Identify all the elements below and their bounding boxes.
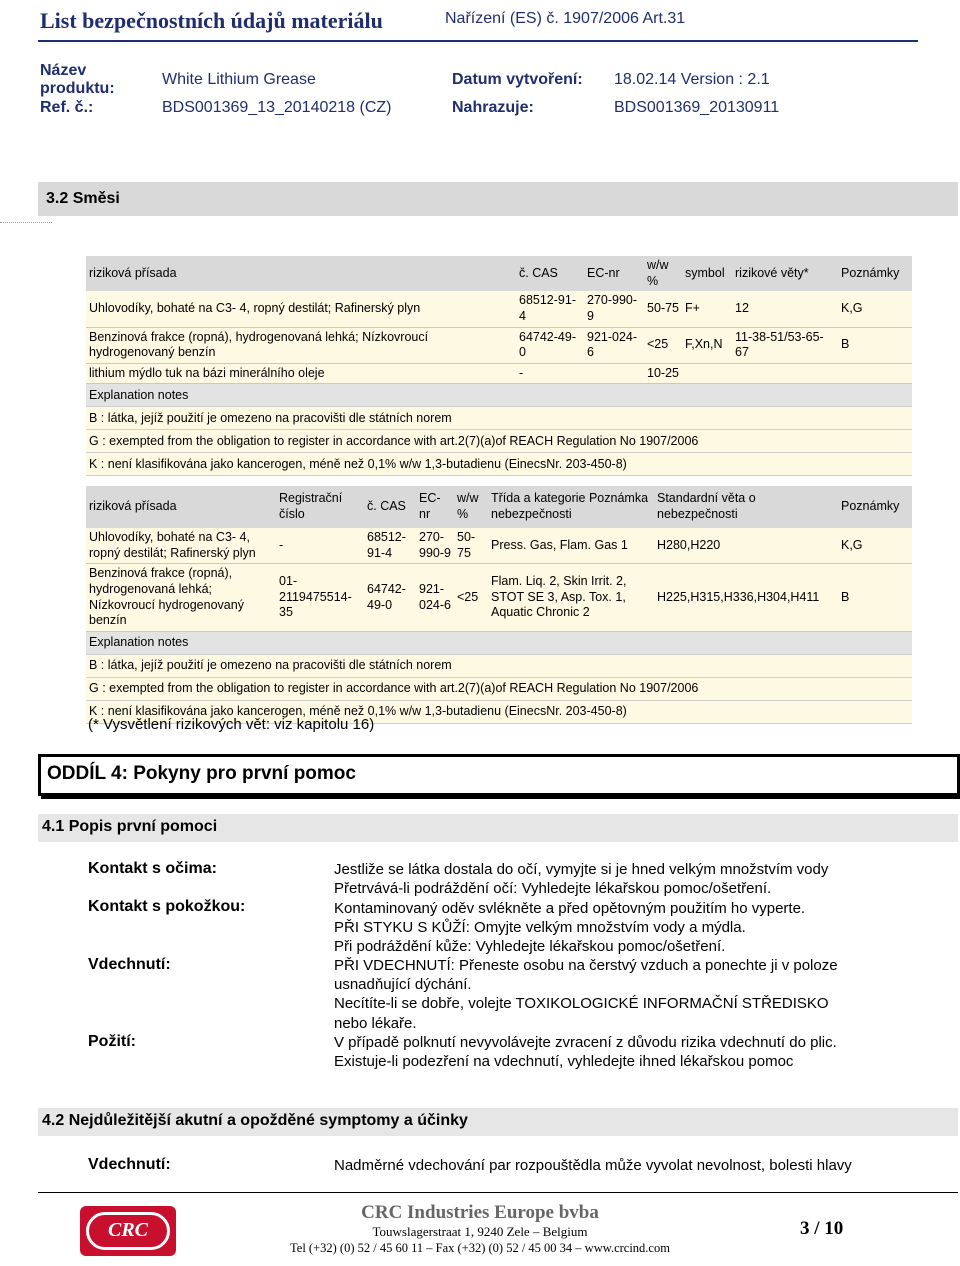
col-header-cas: č. CAS xyxy=(367,499,406,514)
ec-number: 921-024-6 xyxy=(416,564,454,632)
first-aid-line: V případě polknutí nevyvolávejte zvracení z důvodu rizika vdechnutí do plic. xyxy=(334,1034,837,1051)
eye-contact-label: Kontakt s očima: xyxy=(88,860,217,877)
header-divider xyxy=(38,40,918,42)
ingestion-label: Požití: xyxy=(88,1033,136,1050)
product-name-label-2: produktu: xyxy=(40,80,115,97)
ingredient-name: Benzinová frakce (ropná), hydrogenovaná lehká; Nízkovroucí hydrogenovaný benzín xyxy=(86,327,516,363)
explanation-notes-label: Explanation notes xyxy=(86,631,912,654)
col-header-notes: Poznámky xyxy=(841,265,900,280)
ingredient-name: lithium mýdlo tuk na bázi minerálního oleje xyxy=(86,363,516,384)
ec-number: 270-990-9 xyxy=(584,291,644,327)
first-aid-line: Existuje-li podezření na vdechnutí, vyhledejte ihned lékařskou pomoc xyxy=(334,1053,794,1070)
cas-number: 64742-49-0 xyxy=(516,327,584,363)
col-header-ec: EC-nr xyxy=(587,265,620,280)
first-aid-line: Jestliže se látka dostala do očí, vymyjte si je hned velkým množstvím vody xyxy=(334,861,829,878)
ww-percent: 10-25 xyxy=(644,363,682,384)
ww-percent: 50-75 xyxy=(644,291,682,327)
product-name-label-1: Název xyxy=(40,62,87,79)
table-header-row xyxy=(86,486,912,528)
explanation-row xyxy=(86,631,912,654)
risk-phrases xyxy=(732,363,838,384)
col-header-class: Třída a kategorie Poznámka nebezpečnosti xyxy=(491,491,649,521)
table-row xyxy=(86,363,912,384)
registration-number: 01-2119475514-35 xyxy=(276,564,364,632)
replaces-value: BDS001369_20130911 xyxy=(614,99,780,116)
ww-percent: <25 xyxy=(454,564,488,632)
first-aid-line: Při podráždění kůže: Vyhledejte lékařskou pomoc/ošetření. xyxy=(334,938,726,955)
table-row xyxy=(86,528,912,564)
ingredient-name: Uhlovodíky, bohaté na C3- 4, ropný destilát; Rafinerský plyn xyxy=(86,528,276,564)
created-date-value: 18.02.14 Version : 2.1 xyxy=(614,71,770,88)
first-aid-line: PŘI VDECHNUTÍ: Přeneste osobu na čerstvý vzduch a ponechte ji v poloze xyxy=(334,957,838,974)
note-row xyxy=(86,407,912,430)
ec-number xyxy=(584,363,644,384)
reference-value: BDS001369_13_20140218 (CZ) xyxy=(162,99,392,116)
note-row xyxy=(86,430,912,453)
col-header-ww: w/w % xyxy=(457,491,479,521)
cas-number: 68512-91-4 xyxy=(364,528,416,564)
hazard-symbol: F+ xyxy=(682,291,732,327)
ingredient-name: Benzinová frakce (ropná), hydrogenovaná lehká; Nízkovroucí hydrogenovaný benzín xyxy=(86,564,276,632)
note-k: K : není klasifikována jako kancerogen, méně než 0,1% w/w 1,3-butadienu (EinecsNr. 203-450-8) xyxy=(86,700,912,723)
document-title: List bezpečnostních údajů materiálu xyxy=(40,8,383,33)
created-date-label: Datum vytvoření: xyxy=(452,71,583,88)
replaces-label: Nahrazuje: xyxy=(452,99,534,116)
col-header-ingredient: riziková přísada xyxy=(89,265,177,280)
inhalation-label: Vdechnutí: xyxy=(88,956,171,973)
company-name: CRC Industries Europe bvba xyxy=(361,1202,599,1223)
col-header-registration: Registrační číslo xyxy=(279,491,343,521)
explanation-row xyxy=(86,384,912,407)
risk-phrases: 11-38-51/53-65-67 xyxy=(732,327,838,363)
notes-code: K,G xyxy=(838,528,912,564)
regulation-reference: Nařízení (ES) č. 1907/2006 Art.31 xyxy=(445,10,686,27)
symptoms-inhalation-label: Vdechnutí: xyxy=(88,1156,171,1173)
company-address: Touwslagerstraat 1, 9240 Zele – Belgium xyxy=(372,1224,588,1239)
section-4-title: ODDÍL 4: Pokyny pro první pomoc xyxy=(47,763,356,784)
ingredients-table-1 xyxy=(86,256,912,476)
first-aid-line: Kontaminovaný oděv svlékněte a před opětovným použitím ho vyperte. xyxy=(334,900,806,917)
hazard-class: Flam. Liq. 2, Skin Irrit. 2, STOT SE 3, Asp. Tox. 1, Aquatic Chronic 2 xyxy=(488,564,654,632)
company-contact: Tel (+32) (0) 52 / 45 60 11 – Fax (+32) (0) 52 / 45 00 34 – www.crcind.com xyxy=(290,1241,670,1255)
col-header-ingredient: riziková přísada xyxy=(89,499,177,514)
crc-logo xyxy=(80,1206,176,1256)
hazard-symbol: F,Xn,N xyxy=(682,327,732,363)
explanation-notes-label: Explanation notes xyxy=(86,384,912,407)
registration-number: - xyxy=(276,528,364,564)
col-header-notes: Poznámky xyxy=(841,499,900,514)
note-row xyxy=(86,677,912,700)
section-3-2-title: 3.2 Směsi xyxy=(46,190,120,207)
logo-text: CRC xyxy=(107,1219,149,1241)
col-header-risk-phrases: rizikové věty* xyxy=(735,265,809,280)
note-k: K : není klasifikována jako kancerogen, méně než 0,1% w/w 1,3-butadienu (EinecsNr. 203-450-8) xyxy=(86,453,912,476)
page-number: 3 / 10 xyxy=(800,1218,844,1239)
note-b: B : látka, jejíž použití je omezeno na pracovišti dle státních norem xyxy=(86,654,912,677)
table-row xyxy=(86,291,912,327)
ec-number: 921-024-6 xyxy=(584,327,644,363)
note-g: G : exempted from the obligation to register in accordance with art.2(7)(a)of REACH Regulation No 1907/2006 xyxy=(86,430,912,453)
skin-contact-label: Kontakt s pokožkou: xyxy=(88,898,246,915)
ingredient-name: Uhlovodíky, bohaté na C3- 4, ropný destilát; Rafinerský plyn xyxy=(86,291,516,327)
first-aid-line: Necítíte-li se dobře, volejte TOXIKOLOGICKÉ INFORMAČNÍ STŘEDISKO xyxy=(334,995,829,1012)
note-row xyxy=(86,654,912,677)
notes-code xyxy=(838,363,912,384)
table-row xyxy=(86,564,912,632)
notes-code: B xyxy=(838,327,912,363)
col-header-ec: EC-nr xyxy=(419,491,441,521)
ww-percent: 50-75 xyxy=(454,528,488,564)
dotted-divider xyxy=(0,222,52,223)
h-statements: H225,H315,H336,H304,H411 xyxy=(654,564,838,632)
h-statements: H280,H220 xyxy=(654,528,838,564)
ww-percent: <25 xyxy=(644,327,682,363)
risk-phrases: 12 xyxy=(732,291,838,327)
notes-code: K,G xyxy=(838,291,912,327)
footer-divider xyxy=(38,1192,958,1193)
cas-number: 68512-91-4 xyxy=(516,291,584,327)
section-3-2-band xyxy=(38,182,958,216)
table-row xyxy=(86,327,912,363)
subsection-4-2-band xyxy=(38,1108,958,1136)
risk-phrases-footnote: (* Vysvětlení rizikových vět: viz kapitolu 16) xyxy=(88,716,375,733)
symptoms-inhalation-text: Nadměrné vdechování par rozpouštědla může vyvolat nevolnost, bolesti hlavy xyxy=(334,1157,852,1174)
section-4-heading-box xyxy=(38,754,960,796)
subsection-4-1-band xyxy=(38,814,958,842)
notes-code: B xyxy=(838,564,912,632)
cas-number: - xyxy=(516,363,584,384)
ec-number: 270-990-9 xyxy=(416,528,454,564)
subsection-4-1-title: 4.1 Popis první pomoci xyxy=(42,818,218,835)
first-aid-line: Přetrvává-li podráždění očí: Vyhledejte lékařskou pomoc/ošetření. xyxy=(334,880,772,897)
cas-number: 64742-49-0 xyxy=(364,564,416,632)
col-header-ww: w/w % xyxy=(647,258,669,288)
ingredients-table-2 xyxy=(86,486,912,724)
hazard-symbol xyxy=(682,363,732,384)
hazard-class: Press. Gas, Flam. Gas 1 xyxy=(488,528,654,564)
first-aid-line: PŘI STYKU S KŮŽÍ: Omyjte velkým množstvím vody a mýdla. xyxy=(334,919,746,936)
reference-label: Ref. č.: xyxy=(40,99,94,116)
subsection-4-2-title: 4.2 Nejdůležitější akutní a opožděné symptomy a účinky xyxy=(42,1112,468,1129)
first-aid-line: usnadňující dýchání. xyxy=(334,976,472,993)
table-header-row xyxy=(86,256,912,291)
note-g: G : exempted from the obligation to register in accordance with art.2(7)(a)of REACH Regulation No 1907/2006 xyxy=(86,677,912,700)
col-header-h-statements: Standardní věta o nebezpečnosti xyxy=(657,491,756,521)
first-aid-line: nebo lékaře. xyxy=(334,1015,417,1032)
col-header-symbol: symbol xyxy=(685,265,725,280)
note-row xyxy=(86,453,912,476)
note-b: B : látka, jejíž použití je omezeno na pracovišti dle státních norem xyxy=(86,407,912,430)
product-name-value: White Lithium Grease xyxy=(162,71,316,88)
col-header-cas: č. CAS xyxy=(519,265,558,280)
